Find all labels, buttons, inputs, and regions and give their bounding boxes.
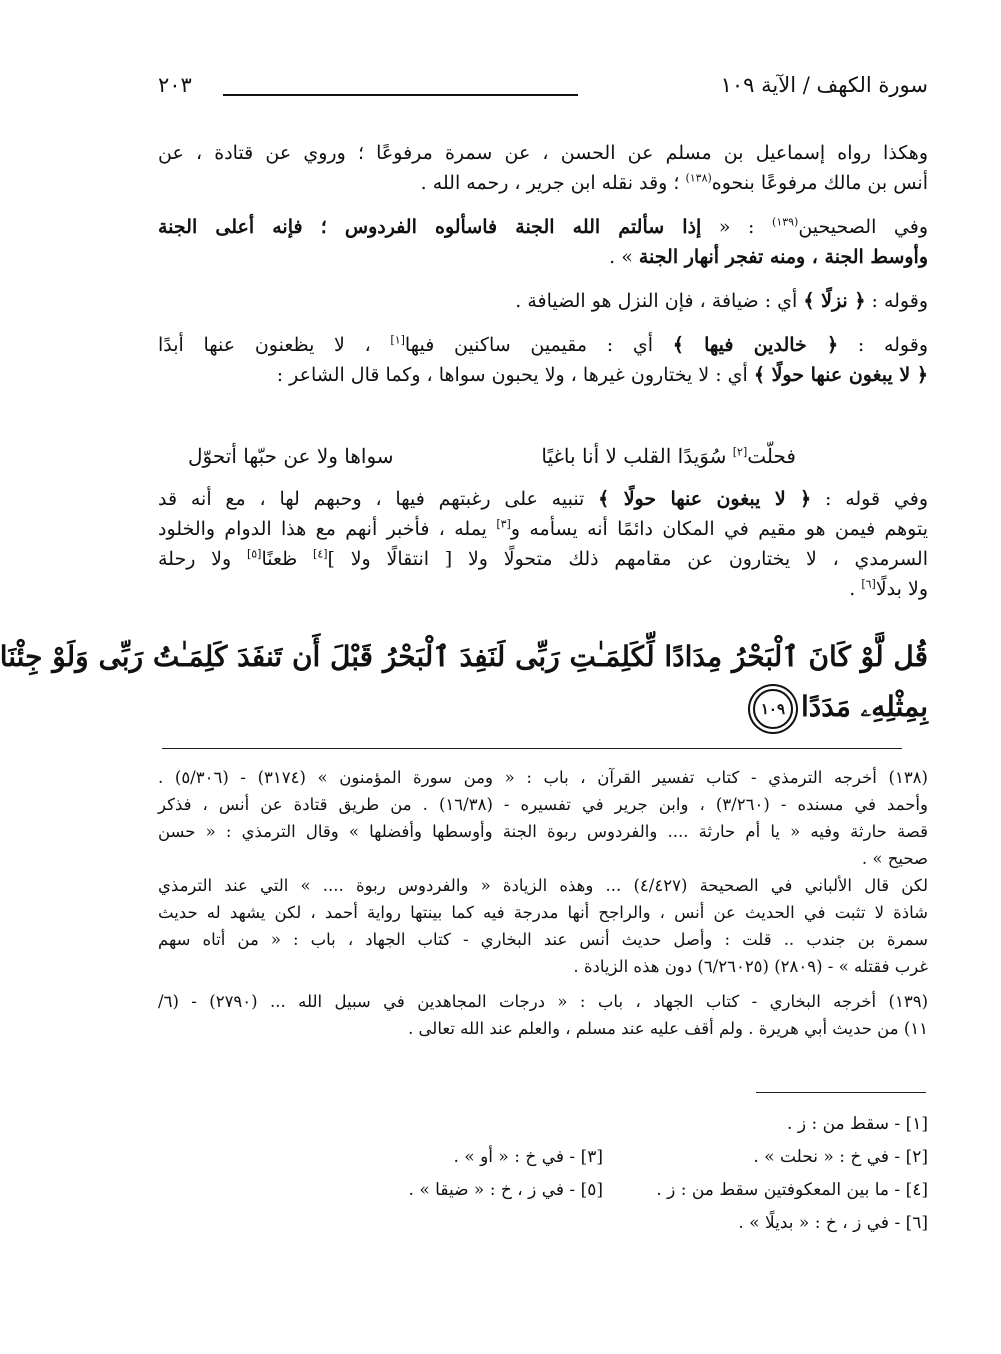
- variant-6: [٦] - في ز ، خ : « بديلًا » .: [738, 1213, 928, 1233]
- footnote-138-line-2: وأحمد في مسنده - (٣/٢٦٠) ، وابن جرير في تفسيره - (١٦/٣٨) . من طريق قتادة عن أنس ، فذكر: [158, 795, 928, 814]
- paragraph-5-line-4: [158, 574, 928, 604]
- text-run: أي : لا يختارون غيرها ، ولا يحبون سواها ، وكما قال الشاعر :: [276, 364, 754, 386]
- paragraph-5-line-3: [158, 544, 928, 574]
- variant-ref-4[interactable]: [٤]: [313, 547, 328, 561]
- quran-line-2: [158, 682, 928, 732]
- text-run: ولا رحلة: [158, 548, 247, 570]
- paragraph-5-line-1: [158, 484, 928, 514]
- main-text: [158, 138, 928, 390]
- text-run: : «: [701, 216, 773, 238]
- text-run: وفي الصحيحين: [798, 216, 928, 238]
- variant-row: [158, 1174, 928, 1207]
- text-run: يتوهم فيمن هو مقيم في المكان دائمًا أنه يسأمه و: [510, 518, 928, 540]
- text-run: وفي قوله :: [811, 488, 928, 510]
- variant-4: [٤] - ما بين المعكوفتين سقط من : ز .: [656, 1180, 928, 1200]
- hadith-text: وأوسط الجنة ، ومنه تفجر أنهار الجنة: [638, 246, 928, 268]
- manuscript-variants: [158, 1108, 928, 1240]
- header-title: سورة الكهف / الآية ١٠٩: [720, 73, 928, 97]
- footnote-139-line-2: ١١) من حديث أبي هريرة . ولم أقف عليه عند مسلم ، والعلم عند الله تعالى .: [408, 1019, 928, 1038]
- text-run: وقوله :: [838, 334, 929, 356]
- text-run: ولا بدلًا: [875, 578, 928, 600]
- quran-verse-block: [0, 632, 928, 732]
- text-run: ، لا يظعنون عنها أبدًا: [158, 334, 391, 356]
- verse-first-hemistich: [541, 439, 796, 473]
- running-header: [158, 70, 928, 104]
- paragraph-2-line-2: [158, 242, 928, 272]
- text-run: أي : ضيافة ، فإن النزل هو الضيافة .: [515, 290, 804, 312]
- quran-quote: ﴿ نزلًا ﴾: [803, 290, 866, 312]
- variant-row: [158, 1108, 928, 1141]
- verse-second-hemistich: سواها ولا عن حبّها أتحوّل: [188, 444, 394, 468]
- variant-ref-6[interactable]: [٦]: [861, 577, 876, 591]
- variant-row: [158, 1141, 928, 1174]
- footnote-separator: [162, 748, 902, 749]
- footnote-139-line-1: (١٣٩) أخرجه البخاري - كتاب الجهاد ، باب : « درجات المجاهدين في سبيل الله ... (٢٧٩٠) - (٦/: [158, 992, 928, 1011]
- variants-separator: [756, 1092, 926, 1093]
- footnote-138-line-5: لكن قال الألباني في الصحيحة (٤/٤٢٧) ... وهذه الزيادة « والفردوس ربوة .... » التي عند الترمذي: [158, 876, 928, 895]
- footnote-138-line-1: (١٣٨) أخرجه الترمذي - كتاب تفسير القرآن ، باب : « ومن سورة المؤمنون » (٣١٧٤) - (٥/٣٠٦) .: [158, 768, 928, 787]
- text-run: ظعنًا: [261, 548, 314, 570]
- paragraph-1-line-1: وهكذا رواه إسماعيل بن مسلم عن الحسن ، عن سمرة مرفوعًا ؛ وروي عن قتادة ، عن: [158, 142, 928, 164]
- quran-quote: ﴿ لا يبغون عنها حولًا ﴾: [753, 364, 928, 386]
- text-run: فحلّت: [747, 444, 796, 468]
- footnote-138-line-7: سمرة بن جندب .. قلت : وأصل حديث أنس عند البخاري - كتاب الجهاد ، باب : « من أتاه سهم: [158, 930, 928, 949]
- variant-row: [158, 1207, 928, 1240]
- text-run: يمله ، فأخبر أنهم مع هذا الدوام والخلود: [158, 518, 497, 540]
- quran-quote: ﴿ خالدين فيها ﴾: [672, 334, 839, 356]
- variant-3: [٣] - في خ : « أو » .: [453, 1147, 603, 1167]
- main-text-continued: [158, 484, 928, 604]
- variant-1: [١] - سقط من : ز .: [787, 1114, 928, 1134]
- hadith-text: إذا سألتم الله الجنة فاسألوه الفردوس ؛ فإنه أعلى الجنة: [158, 216, 702, 238]
- footnote-138-line-6: شاذة لا تثبت في الحديث عن أنس ، والراجح أنها مدرجة فيه كما بينتها رواية أحمد ، لكن يشهد له حديث: [158, 903, 928, 922]
- footnote-ref-139[interactable]: (١٣٩): [772, 215, 799, 229]
- text-run: أي : مقيمين ساكنين فيها: [404, 334, 673, 356]
- footnote-138-line-3: قصة حارثة وفيه « يا أم حارثة .... والفردوس ربوة الجنة وأوسطها وأفضلها » وقال الترمذي : « حسن: [158, 822, 928, 841]
- text-run: السرمدي ، لا يختارون عن مقامهم ذلك متحولًا ولا [ انتقالًا ولا ]: [327, 548, 928, 570]
- paragraph-4-line-2: [158, 360, 928, 390]
- text-run: سُوَيدًا القلب لا أنا باغيًا: [541, 444, 733, 468]
- hadith-footnotes: [158, 764, 928, 1042]
- text-run: .: [849, 578, 862, 600]
- paragraph-1-line-2: [158, 168, 928, 198]
- footnote-138-line-8: غرب فقتله » - (٢٨٠٩) (٦/٢٦٠٢٥) دون هذه الزيادة .: [573, 957, 928, 976]
- variant-2: [٢] - في خ : « نحلت » .: [753, 1147, 928, 1167]
- text-run: » .: [609, 246, 639, 268]
- footnote-ref-138[interactable]: (١٣٨): [685, 171, 712, 185]
- paragraph-3: [158, 286, 928, 316]
- paragraph-5-line-2: [158, 514, 928, 544]
- variant-5: [٥] - في ز ، خ : « ضيقا » .: [408, 1180, 603, 1200]
- text-run: أنس بن مالك مرفوعًا بنحوه: [711, 172, 928, 194]
- paragraph-4-line-1: [158, 330, 928, 360]
- text-run: ؛ وقد نقله ابن جرير ، رحمه الله .: [420, 172, 686, 194]
- quran-line-1: قُل لَّوْ كَانَ ٱلْبَحْرُ مِدَادًا لِّكَلِمَـٰتِ رَبِّى لَنَفِدَ ٱلْبَحْرُ قَبْلَ أَن تَنفَدَ كَلِمَـٰتُ رَبِّى وَلَوْ جِئْنَا: [0, 640, 928, 673]
- footnote-138-line-4: صحيح » .: [861, 849, 928, 868]
- variant-ref-2[interactable]: [٢]: [732, 445, 748, 459]
- quran-quote: ﴿ لا يبغون عنها حولًا ﴾: [598, 488, 812, 510]
- variant-ref-1[interactable]: [١]: [390, 333, 405, 347]
- page-number: ٢٠٣: [158, 73, 192, 97]
- text-run: وقوله :: [865, 290, 928, 312]
- poetry-verse: [188, 439, 796, 473]
- variant-ref-5[interactable]: [٥]: [246, 547, 262, 561]
- quran-text: بِمِثْلِهِۦ مَدَدًا: [800, 690, 928, 723]
- paragraph-2-line-1: [158, 212, 928, 242]
- ayah-number-medallion: ١٠٩: [753, 689, 793, 729]
- header-rule: [223, 94, 578, 96]
- text-run: تنبيه على رغبتهم فيها ، وحبهم لها ، مع أنه قد: [158, 488, 599, 510]
- variant-ref-3[interactable]: [٣]: [496, 517, 511, 531]
